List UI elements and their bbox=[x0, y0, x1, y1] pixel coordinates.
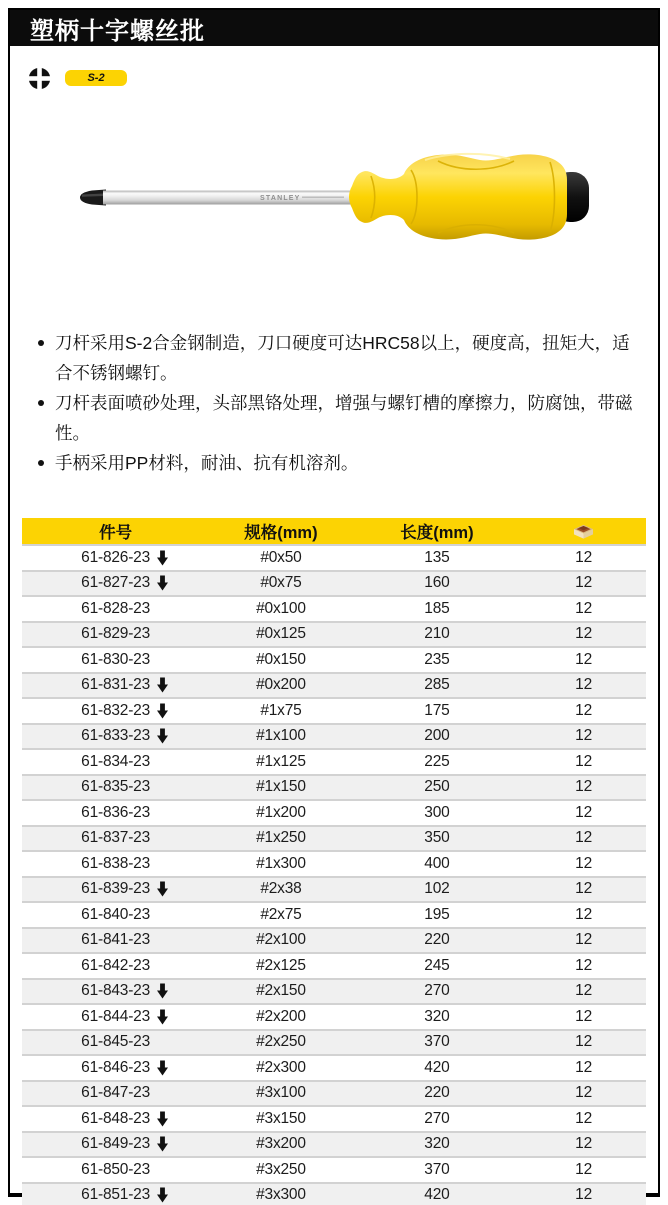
pack-qty: 12 bbox=[521, 647, 646, 673]
part-number: 61-845-23 bbox=[81, 1033, 151, 1051]
spec-row bbox=[22, 545, 646, 571]
spec-row bbox=[22, 724, 646, 750]
pack-qty: 12 bbox=[521, 953, 646, 979]
pack-qty: 12 bbox=[521, 1081, 646, 1107]
pack-qty: 12 bbox=[521, 851, 646, 877]
length-mm: 200 bbox=[353, 724, 521, 750]
col-header-pack-qty bbox=[521, 518, 646, 545]
length-mm: 160 bbox=[353, 571, 521, 597]
spec-size: #1x250 bbox=[209, 826, 353, 852]
feature-text: 手柄采用PP材料，耐油、抗有机溶剂。 bbox=[55, 453, 359, 473]
part-number: 61-826-23 bbox=[81, 548, 151, 566]
length-mm: 270 bbox=[353, 979, 521, 1005]
length-mm: 185 bbox=[353, 596, 521, 622]
part-number: 61-837-23 bbox=[81, 829, 151, 847]
pack-qty: 12 bbox=[521, 1157, 646, 1183]
spec-size: #1x200 bbox=[209, 800, 353, 826]
spec-row bbox=[22, 928, 646, 954]
spec-row bbox=[22, 647, 646, 673]
pack-qty: 12 bbox=[521, 1106, 646, 1132]
spec-row bbox=[22, 953, 646, 979]
spec-size: #0x150 bbox=[209, 647, 353, 673]
part-number: 61-851-23 bbox=[81, 1186, 151, 1204]
pack-qty: 12 bbox=[521, 928, 646, 954]
part-number: 61-834-23 bbox=[81, 752, 151, 770]
length-mm: 350 bbox=[353, 826, 521, 852]
spec-size: #1x300 bbox=[209, 851, 353, 877]
spec-table bbox=[22, 518, 646, 1205]
drive-type-row bbox=[28, 66, 658, 90]
pack-qty: 12 bbox=[521, 749, 646, 775]
length-mm: 420 bbox=[353, 1183, 521, 1205]
down-arrow-icon bbox=[157, 1111, 168, 1126]
length-mm: 102 bbox=[353, 877, 521, 903]
col-header-spec: 规格(mm) bbox=[209, 518, 353, 545]
spec-row bbox=[22, 749, 646, 775]
part-number: 61-830-23 bbox=[81, 650, 151, 668]
spec-size: #2x100 bbox=[209, 928, 353, 954]
spec-size: #0x100 bbox=[209, 596, 353, 622]
part-number: 61-838-23 bbox=[81, 854, 151, 872]
spec-size: #0x200 bbox=[209, 673, 353, 699]
feature-item bbox=[38, 328, 638, 388]
length-mm: 370 bbox=[353, 1157, 521, 1183]
spec-table-header-row bbox=[22, 518, 646, 545]
pack-qty: 12 bbox=[521, 622, 646, 648]
spec-row bbox=[22, 826, 646, 852]
pack-qty: 12 bbox=[521, 1004, 646, 1030]
length-mm: 320 bbox=[353, 1004, 521, 1030]
length-mm: 245 bbox=[353, 953, 521, 979]
down-arrow-icon bbox=[157, 576, 168, 591]
feature-text: 刀杆采用S-2合金钢制造，刀口硬度可达HRC58以上，硬度高，扭矩大，适合不锈钢螺钉。 bbox=[55, 333, 630, 383]
bullet-dot-icon bbox=[38, 460, 44, 466]
bullet-dot-icon bbox=[38, 400, 44, 406]
pack-qty: 12 bbox=[521, 877, 646, 903]
pack-qty: 12 bbox=[521, 596, 646, 622]
down-arrow-icon bbox=[157, 729, 168, 744]
col-header-part-number: 件号 bbox=[22, 518, 209, 545]
pack-qty: 12 bbox=[521, 724, 646, 750]
pack-qty: 12 bbox=[521, 902, 646, 928]
spec-row bbox=[22, 979, 646, 1005]
part-number: 61-846-23 bbox=[81, 1058, 151, 1076]
spec-size: #0x50 bbox=[209, 545, 353, 571]
part-number: 61-844-23 bbox=[81, 1007, 151, 1025]
length-mm: 175 bbox=[353, 698, 521, 724]
spec-row bbox=[22, 1055, 646, 1081]
down-arrow-icon bbox=[157, 984, 168, 999]
spec-row bbox=[22, 698, 646, 724]
feature-text: 刀杆表面喷砂处理，头部黑铬处理，增强与螺钉槽的摩擦力，防腐蚀，带磁性。 bbox=[55, 393, 633, 443]
part-number: 61-849-23 bbox=[81, 1135, 151, 1153]
part-number: 61-840-23 bbox=[81, 905, 151, 923]
spec-size: #1x125 bbox=[209, 749, 353, 775]
spec-row bbox=[22, 673, 646, 699]
down-arrow-icon bbox=[157, 1060, 168, 1075]
part-number: 61-842-23 bbox=[81, 956, 151, 974]
part-number: 61-832-23 bbox=[81, 701, 151, 719]
part-number: 61-850-23 bbox=[81, 1160, 151, 1178]
part-number: 61-836-23 bbox=[81, 803, 151, 821]
length-mm: 400 bbox=[353, 851, 521, 877]
spec-size: #2x200 bbox=[209, 1004, 353, 1030]
spec-size: #2x38 bbox=[209, 877, 353, 903]
part-number: 61-828-23 bbox=[81, 599, 151, 617]
catalog-page bbox=[8, 8, 660, 1204]
spec-row bbox=[22, 800, 646, 826]
part-number: 61-833-23 bbox=[81, 727, 151, 745]
spec-size: #2x75 bbox=[209, 902, 353, 928]
spec-row bbox=[22, 851, 646, 877]
product-image bbox=[10, 100, 658, 250]
part-number: 61-841-23 bbox=[81, 931, 151, 949]
spec-size: #2x125 bbox=[209, 953, 353, 979]
down-arrow-icon bbox=[157, 1188, 168, 1203]
down-arrow-icon bbox=[157, 1137, 168, 1152]
part-number: 61-829-23 bbox=[81, 625, 151, 643]
length-mm: 285 bbox=[353, 673, 521, 699]
steel-grade-badge: S-2 bbox=[65, 70, 127, 86]
spec-row bbox=[22, 902, 646, 928]
part-number: 61-839-23 bbox=[81, 880, 151, 898]
spec-size: #0x125 bbox=[209, 622, 353, 648]
part-number: 61-831-23 bbox=[81, 676, 151, 694]
spec-table-body bbox=[22, 545, 646, 1205]
feature-item bbox=[38, 388, 638, 448]
length-mm: 220 bbox=[353, 928, 521, 954]
spec-row bbox=[22, 1132, 646, 1158]
pack-qty: 12 bbox=[521, 1183, 646, 1205]
length-mm: 220 bbox=[353, 1081, 521, 1107]
spec-size: #3x150 bbox=[209, 1106, 353, 1132]
spec-row bbox=[22, 571, 646, 597]
length-mm: 210 bbox=[353, 622, 521, 648]
spec-row bbox=[22, 622, 646, 648]
feature-item bbox=[38, 448, 638, 478]
down-arrow-icon bbox=[157, 550, 168, 565]
spec-size: #3x300 bbox=[209, 1183, 353, 1205]
spec-row bbox=[22, 1081, 646, 1107]
spec-size: #2x250 bbox=[209, 1030, 353, 1056]
pack-qty: 12 bbox=[521, 1030, 646, 1056]
spec-size: #1x75 bbox=[209, 698, 353, 724]
length-mm: 300 bbox=[353, 800, 521, 826]
length-mm: 270 bbox=[353, 1106, 521, 1132]
part-number: 61-843-23 bbox=[81, 982, 151, 1000]
spec-size: #3x100 bbox=[209, 1081, 353, 1107]
length-mm: 225 bbox=[353, 749, 521, 775]
down-arrow-icon bbox=[157, 678, 168, 693]
part-number: 61-848-23 bbox=[81, 1109, 151, 1127]
pack-qty: 12 bbox=[521, 979, 646, 1005]
spec-row bbox=[22, 1004, 646, 1030]
length-mm: 235 bbox=[353, 647, 521, 673]
spec-size: #1x150 bbox=[209, 775, 353, 801]
phillips-drive-icon bbox=[28, 67, 51, 90]
down-arrow-icon bbox=[157, 703, 168, 718]
pack-qty: 12 bbox=[521, 775, 646, 801]
length-mm: 320 bbox=[353, 1132, 521, 1158]
length-mm: 135 bbox=[353, 545, 521, 571]
spec-row bbox=[22, 1157, 646, 1183]
spec-row bbox=[22, 1183, 646, 1205]
feature-list bbox=[38, 328, 638, 478]
page-title-bar bbox=[10, 10, 658, 46]
bullet-dot-icon bbox=[38, 340, 44, 346]
down-arrow-icon bbox=[157, 882, 168, 897]
pack-qty: 12 bbox=[521, 1055, 646, 1081]
spec-size: #3x250 bbox=[209, 1157, 353, 1183]
length-mm: 420 bbox=[353, 1055, 521, 1081]
down-arrow-icon bbox=[157, 1009, 168, 1024]
spec-row bbox=[22, 775, 646, 801]
part-number: 61-827-23 bbox=[81, 574, 151, 592]
pack-qty: 12 bbox=[521, 545, 646, 571]
spec-size: #0x75 bbox=[209, 571, 353, 597]
shaft-brand-text: STANLEY bbox=[260, 195, 301, 202]
spec-size: #1x100 bbox=[209, 724, 353, 750]
pack-qty: 12 bbox=[521, 800, 646, 826]
pack-qty: 12 bbox=[521, 698, 646, 724]
spec-row bbox=[22, 1106, 646, 1132]
spec-size: #3x200 bbox=[209, 1132, 353, 1158]
spec-row bbox=[22, 1030, 646, 1056]
part-number: 61-835-23 bbox=[81, 778, 151, 796]
length-mm: 195 bbox=[353, 902, 521, 928]
spec-row bbox=[22, 596, 646, 622]
spec-size: #2x150 bbox=[209, 979, 353, 1005]
length-mm: 370 bbox=[353, 1030, 521, 1056]
part-number: 61-847-23 bbox=[81, 1084, 151, 1102]
pack-qty: 12 bbox=[521, 673, 646, 699]
inner-box-icon bbox=[573, 521, 594, 539]
pack-qty: 12 bbox=[521, 1132, 646, 1158]
col-header-length: 长度(mm) bbox=[353, 518, 521, 545]
screwdriver-tip bbox=[80, 190, 106, 206]
page-title: 塑柄十字螺丝批 bbox=[30, 17, 205, 45]
pack-qty: 12 bbox=[521, 571, 646, 597]
spec-row bbox=[22, 877, 646, 903]
length-mm: 250 bbox=[353, 775, 521, 801]
pack-qty: 12 bbox=[521, 826, 646, 852]
spec-size: #2x300 bbox=[209, 1055, 353, 1081]
